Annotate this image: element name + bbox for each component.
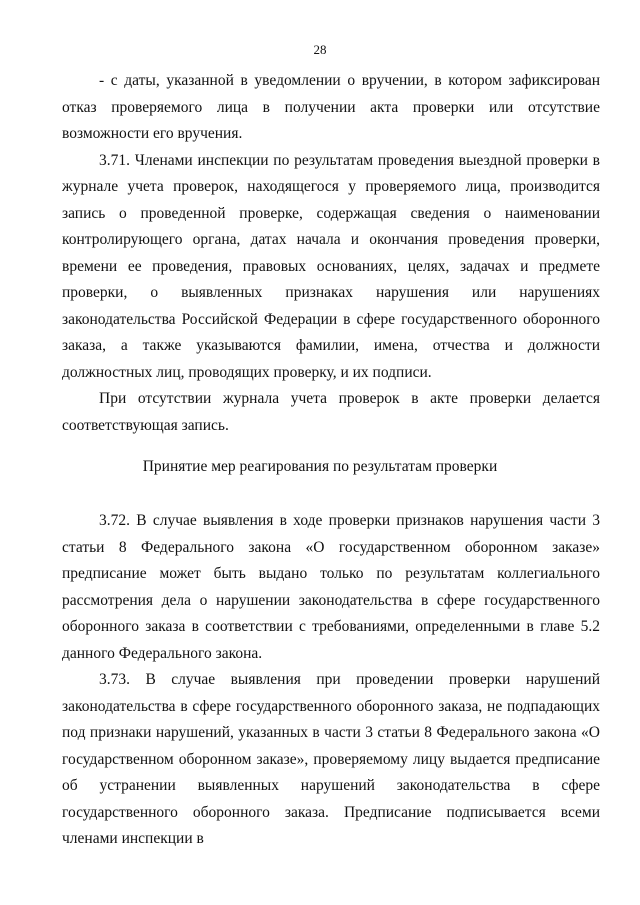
paragraph-3-71: 3.71. Членами инспекции по результатам проведения выездной проверки в журнале учета проверок, находящегося у проверяемого лица, производится запись о проведенной проверке, содержащая сведения о наименовании контролирующего органа, датах начала и окончания проведения проверки, времени ее проведения, правовых основаниях, целях, задачах и предмете проверки, о выявленных признаках нарушения или нарушениях законодательства Российской Федерации в сфере государственного оборонного заказа, а также указываются фамилии, имена, отчества и должности должностных лиц, проводящих проверку, и их подписи. (62, 151, 600, 381)
page-number: 28 (313, 42, 327, 57)
text-block-bottom (62, 508, 600, 853)
paragraph-3-73: 3.73. В случае выявления при проведении проверки нарушений законодательства в сфере государственного оборонного заказа, не подпадающих под признаки нарушений, указанных в части 3 статьи 8 Федерального закона «О государственном оборонном заказе», проверяемому лицу выдается предписание об устранении выявленных нарушений законодательства в сфере государственного оборонного заказа. Предписание подписывается всеми членами инспекции в (62, 671, 600, 847)
text-block-top (62, 68, 600, 439)
paragraph-no-journal: При отсутствии журнала учета проверок в акте проверки делается соответствующая запись. (62, 390, 600, 434)
section-heading: Принятие мер реагирования по результатам проверки (142, 458, 498, 475)
paragraph-3-72: 3.72. В случае выявления в ходе проверки признаков нарушения части 3 статьи 8 Федерального закона «О государственном оборонном заказе» предписание может быть выдано только по результатам коллегиального рассмотрения дела о нарушении законодательства в сфере государственного оборонного заказа в соответствии с требованиями, определенными в главе 5.2 данного Федерального закона. (62, 512, 600, 662)
paragraph-receipt-date: - с даты, указанной в уведомлении о вручении, в котором зафиксирован отказ проверяемого лица в получении акта проверки или отсутствие возможности его вручения. (62, 72, 600, 142)
